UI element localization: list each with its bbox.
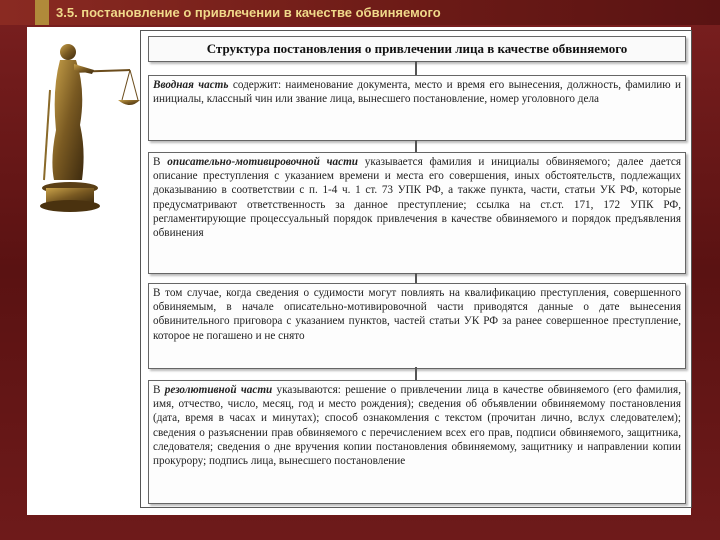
box-lead-text: В — [153, 384, 165, 396]
box-text: указывается фамилия и инициалы обвиняемого; далее дается описание преступления с указанием времени и места его совершения, иных обстоятельств, подлежащих доказыванию в соответствии с п. 1-4 ч. 1 ст. 73 УПК РФ, а также пункта, части, статьи УК РФ, которые предусматривают ответственность за данное преступление; ссылка на ст.ст. 171, 172 УПК РФ, регламентирующие процессуальный порядок привлечения в качестве обвиняемого и порядок предъявления обвинения — [153, 156, 681, 240]
box-emphasis: описательно-мотивировочной части — [167, 156, 358, 168]
title-accent — [35, 0, 49, 25]
box-text: указываются: решение о привлечении лица в качестве обвиняемого (его фамилия, имя, отчество, число, месяц, год и место рождения); сведения об объявлении обвиняемому постановления (дата, время в часах и минутах); способ ознакомления с текстом (прочитан лично, вслух следователем); сведения о разъяснении прав обвиняемого с перечислением всех его прав, подписи обвиняемого, защитника, следователя; сведения о дне вручения копии постановления обвиняемому, защитнику и направлении копии прокурору; подпись лица, вынесшего постановление — [153, 384, 681, 468]
descriptive-part-box — [148, 152, 686, 274]
slide-title: 3.5. постановление о привлечении в качестве обвиняемого — [56, 5, 441, 20]
box-text: содержит: наименование документа, место и время его вынесения, должность, фамилию и инициалы, классный чин или звание лица, вынесшего постановление, номер уголовного дела — [153, 79, 681, 106]
diagram-header — [148, 36, 686, 62]
diagram-title: Структура постановления о привлечении лица в качестве обвиняемого — [206, 41, 628, 56]
box-emphasis: Вводная часть — [153, 79, 229, 91]
criminal-record-box — [148, 283, 686, 369]
connector-line — [415, 61, 417, 75]
box-lead-text: В — [153, 156, 168, 168]
connector-line — [415, 367, 417, 380]
resolutive-part-box — [148, 380, 686, 504]
themis-statue-icon — [30, 30, 140, 220]
box-text: В том случае, когда сведения о судимости могут повлиять на квалификацию преступления, совершенного обвиняемым, в начале описательно-мотивировочной части приводятся данные о дате вынесения обвинительного приговора с указанием пунктов, частей статьи УК РФ за ранее совершенное преступление, которое не погашено и не снято — [153, 287, 681, 342]
slide-title-bar — [0, 0, 720, 25]
connector-line — [415, 140, 417, 152]
box-emphasis: резолютивной части — [164, 384, 273, 396]
connector-line — [415, 273, 417, 283]
intro-part-box — [148, 75, 686, 141]
